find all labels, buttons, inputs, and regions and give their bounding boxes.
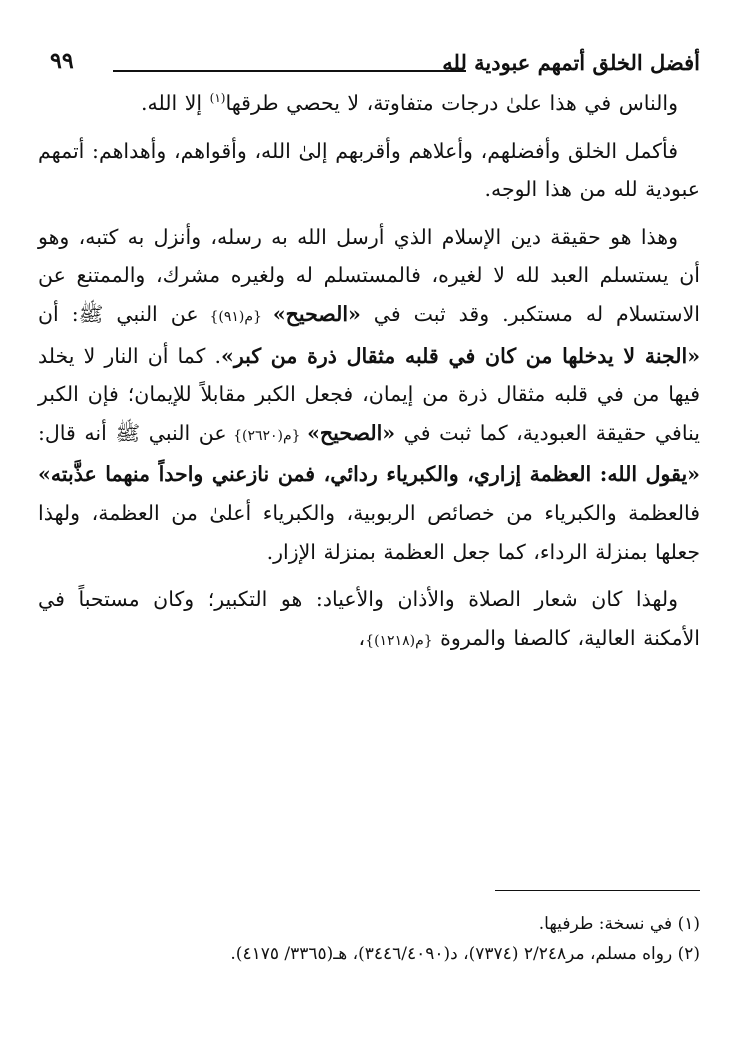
hadith-quote: «يقول الله: العظمة إزاري، والكبرياء ردائي، فمن نازعني واحداً منهما عذَّبته» [38, 462, 700, 487]
footnotes [38, 890, 700, 969]
paragraph-2: فأكمل الخلق وأفضلهم، وأعلاهم وأقربهم إلىٰ الله، وأقواهم، وأهداهم: أتمهم عبودية لله من هذا الوجه. [38, 138, 700, 202]
page-number: ٩٩ [50, 48, 74, 74]
body-text [38, 84, 700, 660]
hadith-ref: {م(٢٦٢٠)} [226, 427, 308, 444]
paragraph-4: ولهذا كان شعار الصلاة والأذان والأعياد: هو التكبير؛ وكان مستحباً في الأمكنة العالية، كالصفا والمروة {م(١٢١٨)}، [38, 587, 700, 650]
hadith-quote: «الجنة لا يدخلها من كان في قلبه مثقال ذرة من كبر» [221, 343, 701, 368]
running-header [38, 42, 700, 82]
footnote-marker: (١) [209, 91, 226, 106]
footnote-rule [495, 890, 700, 891]
bold-term: «الصحيح» [272, 301, 361, 326]
bold-term: «الصحيح» [307, 420, 396, 445]
hadith-ref: {م(٩١)} [198, 308, 273, 325]
hadith-ref: {م(١٢١٨)} [365, 632, 433, 649]
paragraph-3: وهذا هو حقيقة دين الإسلام الذي أرسل الله به رسله، وأنزل به كتبه، وهو أن يستسلم العبد لله لا لغيره، فالمستسلم له ولغيره مشرك، والممتنع عن الاستسلام له مستكبر. وقد ثبت في «الصحيح» {م(٩١)} عن النبي ﷺ: أن «الجنة لا يدخلها من كان في قلبه مثقال ذرة من كبر». كما أن النار لا يخلد فيها من في قلبه مثقال ذرة من إيمان، فجعل الكبر مقابلاً للإيمان؛ فإن الكبر ينافي حقيقة العبودية، كما ثبت في «الصحيح» {م(٢٦٢٠)} عن النبي ﷺ أنه قال: «يقول الله: العظمة إزاري، والكبرياء ردائي، فمن نازعني واحداً منهما عذَّبته» فالعظمة والكبرياء من خصائص الربوبية، والكبرياء أعلىٰ من العظمة، ولهذا جعلها بمنزلة الرداء، كما جعل العظمة بمنزلة الإزار. [38, 224, 701, 564]
footnote-2: (٢) رواه مسلم، مر٢/٢٤٨ (٧٣٧٤)، د(٣٤٤٦/٤٠٩٠)، هـ(٣٣٦٥/ ٤١٧٥). [230, 944, 700, 964]
header-rule [113, 70, 466, 72]
page [38, 42, 700, 669]
paragraph-1: والناس في هذا علىٰ درجات متفاوتة، لا يحصي طرقها$^{(١)}$ إلا الله. [140, 91, 678, 115]
footnote-1: (١) في نسخة: طرفيها. [538, 914, 700, 934]
running-title: أفضل الخلق أتمهم عبودية لله [442, 50, 700, 75]
